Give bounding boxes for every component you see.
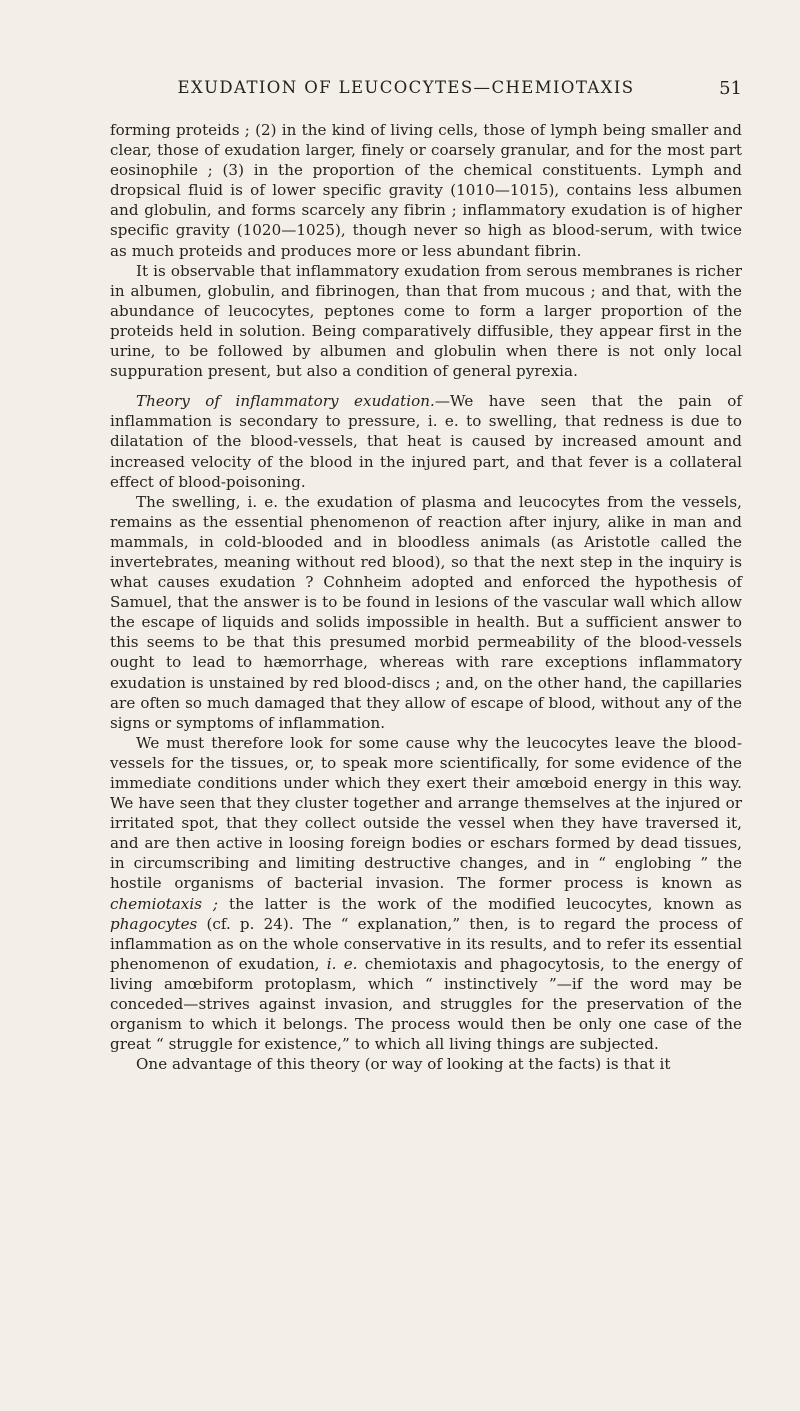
body-text [110,120,742,1074]
paragraph-4: The swelling, i. e. the exudation of plasma and leucocytes from the vessels, remains as the essential phenomenon of reaction after injury, alike in man and mammals, in cold-blooded and in bloodless animals (as Aristotle called the invertebrates, meaning without red blood), so that the next step in the inquiry is what causes exudation ? Cohnheim adopted and enforced the hypothesis of Samuel, that the answer is to be found in lesions of the vascular wall which allow the escape of liquids and solids impossible in health. But a sufficient answer to this seems to be that this presumed morbid permeability of the blood-vessels ought to lead to hæmorrhage, whereas with rare exceptions inflammatory exudation is unstained by red blood-discs ; and, on the other hand, the capillaries are often so much damaged that they allow of escape of blood, without any of the signs or symptoms of inflammation. [110,492,742,732]
paragraph-5-text-d: chemiotaxis and phagocytosis, to the energy of living amœbiform protoplasm, which “ instinctively ”—if the word may be conceded—strives against invasion, and struggles for the preservation of the organism to which it belongs. The process would then be only one case of the great “ struggle for existence,” to which all living things are subjected. [110,954,743,1054]
term-chemiotaxis: chemiotaxis ; [110,894,219,913]
paragraph-3-text: —We have seen that the pain of inflammation is secondary to pressure, i. e. to swelling, that redness is due to dilatation of the blood-vessels, that heat is caused by increased amount and increased velocity of the blood in the injured part, and that fever is a collateral effect of blood-poisoning. [110,392,742,491]
paragraph-3 [110,391,742,491]
paragraph-5-text-a: We must therefore look for some cause why the leucocytes leave the blood-vessels for the tissues, or, to speak more scientifically, for some evidence of the immediate conditions under which they exert their amœboid energy in this way. We have seen that they cluster together and arrange themselves at the injured or irritated spot, that they collect outside the vessel when they have traversed it, and are then active in loosing foreign bodies or eschars formed by dead tissues, in circumscribing and limiting destructive changes, and in “ englobing ” the hostile organisms of bacterial invasion. The former process is known as [110,733,742,893]
paragraph-5 [110,733,742,1055]
page-number: 51 [719,78,742,99]
running-title: EXUDATION OF LEUCOCYTES—CHEMIOTAXIS [177,78,635,97]
term-ie: i. e. [326,954,358,973]
section-heading: Theory of inflammatory exudation. [136,392,435,411]
paragraph-2: It is observable that inflammatory exudation from serous membranes is richer in albumen, globulin, and fibrinogen, than that from mucous ; and that, with the abundance of leucocytes, peptones come to form a larger proportion of the proteids held in solution. Being comparatively diffusible, they appear first in the urine, to be followed by albumen and globulin when there is not only local suppuration present, but also a condition of general pyrexia. [110,261,742,381]
paragraph-1: forming proteids ; (2) in the kind of living cells, those of lymph being smaller and clear, those of exudation larger, finely or coarsely granular, and for the most part eosinophile ; (3) in the proportion of the chemical constituents. Lymph and dropsical fluid is of lower specific gravity (1010—1015), contains less albumen and globulin, and forms scarcely any fibrin ; inflammatory exudation is of higher specific gravity (1020—1025), though never so high as blood-serum, with twice as much proteids and produces more or less abundant fibrin. [110,121,742,260]
paragraph-5-text-b: the latter is the work of the modified leucocytes, known as [218,894,742,913]
term-phagocytes: phagocytes [110,914,198,933]
running-head [110,78,742,106]
paragraph-6: One advantage of this theory (or way of looking at the facts) is that it [136,1055,671,1074]
paragraph-5-text-c: (cf. p. 24). The “ explanation,” then, is to regard the process of inflammation as on the whole conservative in its results, and to refer its essential phenomenon of exudation, [110,914,742,973]
